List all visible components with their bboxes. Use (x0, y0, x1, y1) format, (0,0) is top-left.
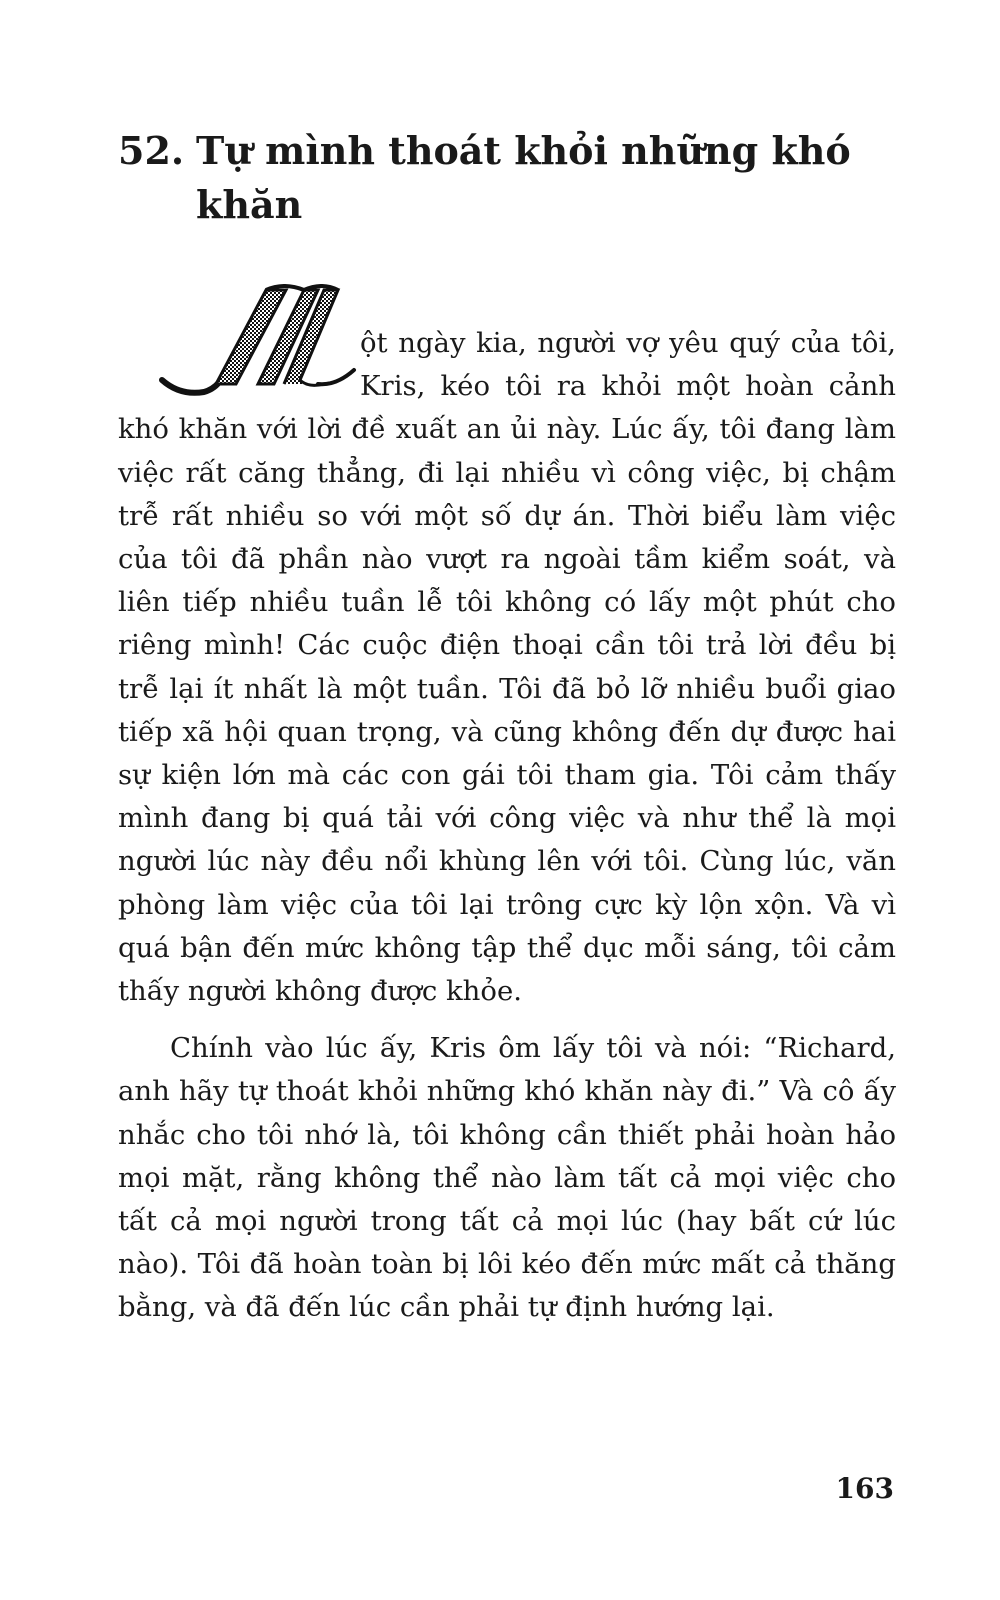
paragraph-1 (118, 322, 896, 1013)
paragraph-1-text: ột ngày kia, người vợ yêu quý của tôi, Kris, kéo tôi ra khỏi một hoàn cảnh khó khăn với lời đề xuất an ủi này. Lúc ấy, tôi đang làm việc rất căng thẳng, đi lại nhiều vì công việc, bị chậm trễ rất nhiều so với một số dự án. Thời biểu làm việc của tôi đã phần nào vượt ra ngoài tầm kiểm soát, và liên tiếp nhiều tuần lễ tôi không có lấy một phút cho riêng mình! Các cuộc điện thoại cần tôi trả lời đều bị trễ lại ít nhất là một tuần. Tôi đã bỏ lỡ nhiều buổi giao tiếp xã hội quan trọng, và cũng không đến dự được hai sự kiện lớn mà các con gái tôi tham gia. Tôi cảm thấy mình đang bị quá tải với công việc và như thể là mọi người lúc này đều nổi khùng lên với tôi. Cùng lúc, văn phòng làm việc của tôi lại trông cực kỳ lộn xộn. Và vì quá bận đến mức không tập thể dục mỗi sáng, tôi cảm thấy người không được khỏe. (118, 327, 896, 1008)
page-number: 163 (835, 1472, 894, 1505)
chapter-title-text: Tự mình thoát khỏi những khó khăn (196, 128, 851, 227)
body-text (118, 322, 896, 1330)
drop-cap (158, 322, 358, 406)
chapter-number: 52. (118, 128, 185, 173)
chapter-title (118, 124, 908, 232)
paragraph-2: Chính vào lúc ấy, Kris ôm lấy tôi và nói: “Richard, anh hãy tự thoát khỏi những khó khăn này đi.” Và cô ấy nhắc cho tôi nhớ là, tôi không cần thiết phải hoàn hảo mọi mặt, rằng không thể nào làm tất cả mọi việc cho tất cả mọi người trong tất cả mọi lúc (hay bất cứ lúc nào). Tôi đã hoàn toàn bị lôi kéo đến mức mất cả thăng bằng, và đã đến lúc cần phải tự định hướng lại. (118, 1032, 896, 1324)
decorative-script-m-icon (158, 284, 358, 409)
